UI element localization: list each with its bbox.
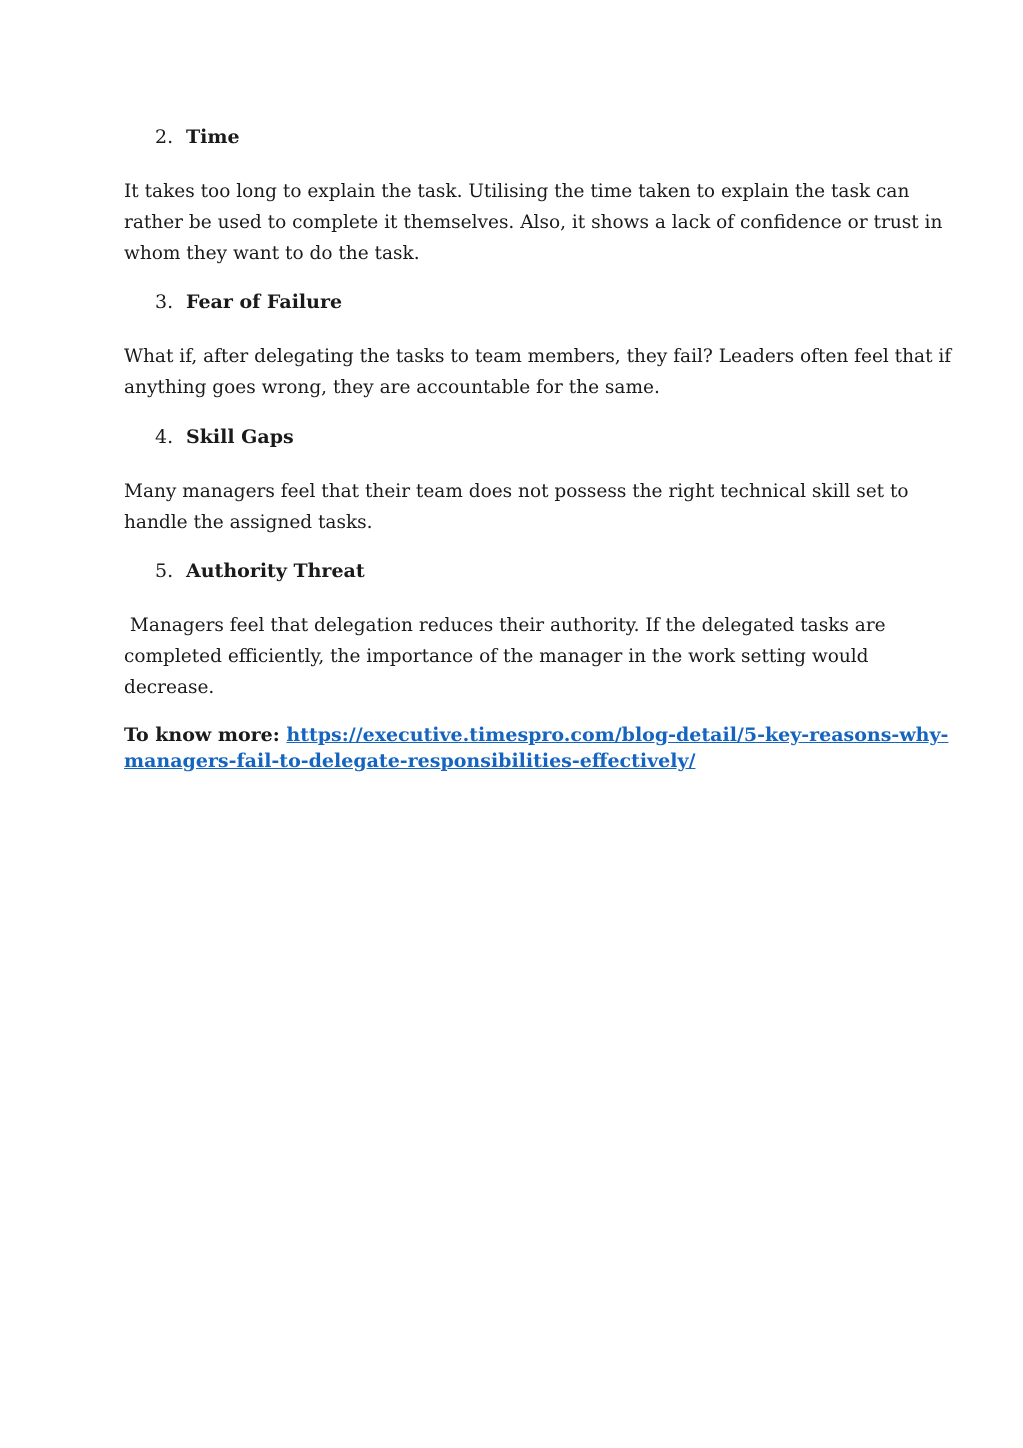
paragraph-line: handle the assigned tasks. [124,512,373,533]
section-paragraph-time [124,176,943,269]
section-number: 2. [155,126,174,148]
paragraph-line: decrease. [124,677,215,698]
paragraph-line: whom they want to do the task. [124,243,420,264]
section-heading-time [155,125,240,149]
know-more-label: To know more: [124,724,280,746]
article-link[interactable]: https://executive.timespro.com/blog-detail/5-key-reasons-why- [286,724,949,746]
article-link-continued[interactable]: managers-fail-to-delegate-responsibilities-effectively/ [124,750,696,772]
section-heading-skill-gaps [155,425,294,449]
know-more-block [124,722,949,774]
section-number: 5. [155,560,174,582]
section-title: Fear of Failure [186,291,343,313]
paragraph-line: completed efficiently, the importance of the manager in the work setting would [124,646,869,667]
section-title: Skill Gaps [186,426,294,448]
paragraph-line: Managers feel that delegation reduces their authority. If the delegated tasks are [124,615,886,636]
paragraph-line: rather be used to complete it themselves. Also, it shows a lack of confidence or trust in [124,212,943,233]
paragraph-line: What if, after delegating the tasks to team members, they fail? Leaders often feel that if [124,346,952,367]
paragraph-line: It takes too long to explain the task. Utilising the time taken to explain the task can [124,181,910,202]
section-paragraph-fear-of-failure [124,341,952,403]
paragraph-line: anything goes wrong, they are accountable for the same. [124,377,660,398]
section-title: Time [186,126,240,148]
section-title: Authority Threat [186,560,365,582]
section-number: 4. [155,426,174,448]
section-heading-authority-threat [155,559,365,583]
section-paragraph-skill-gaps [124,476,914,538]
paragraph-line: Many managers feel that their team does not possess the right technical skill set to [124,481,909,502]
section-number: 3. [155,291,174,313]
section-paragraph-authority-threat [124,610,914,703]
section-heading-fear-of-failure [155,290,342,314]
